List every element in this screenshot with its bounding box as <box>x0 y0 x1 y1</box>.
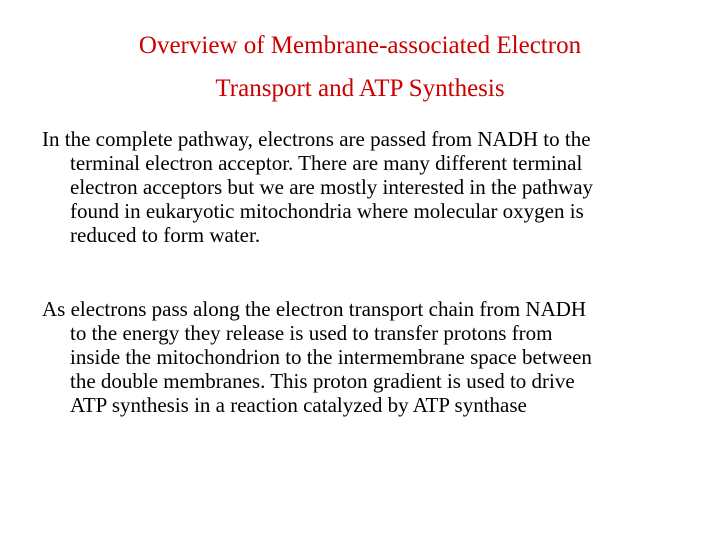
paragraph-electron-transport <box>42 297 692 417</box>
paragraph-2-line-2: to the energy they release is used to transfer protons from <box>70 321 553 345</box>
slide-title-line-2: Transport and ATP Synthesis <box>215 75 505 102</box>
paragraph-1-line-4: found in eukaryotic mitochondria where molecular oxygen is <box>70 199 584 223</box>
paragraph-1-line-3: electron acceptors but we are mostly interested in the pathway <box>70 175 594 199</box>
paragraph-2-line-4: the double membranes. This proton gradient is used to drive <box>70 369 575 393</box>
paragraph-2-line-1: As electrons pass along the electron transport chain from NADH <box>42 297 587 321</box>
paragraph-1-line-1: In the complete pathway, electrons are passed from NADH to the <box>42 127 591 151</box>
slide-title <box>60 24 660 110</box>
paragraph-complete-pathway <box>42 127 692 247</box>
slide-title-line-1: Overview of Membrane-associated Electron <box>138 32 582 59</box>
paragraph-2-line-3: inside the mitochondrion to the intermembrane space between <box>70 345 592 369</box>
paragraph-2-line-5: ATP synthesis in a reaction catalyzed by ATP synthase <box>70 393 527 417</box>
paragraph-1-line-5: reduced to form water. <box>70 223 261 247</box>
paragraph-1-line-2: terminal electron acceptor. There are many different terminal <box>70 151 583 175</box>
